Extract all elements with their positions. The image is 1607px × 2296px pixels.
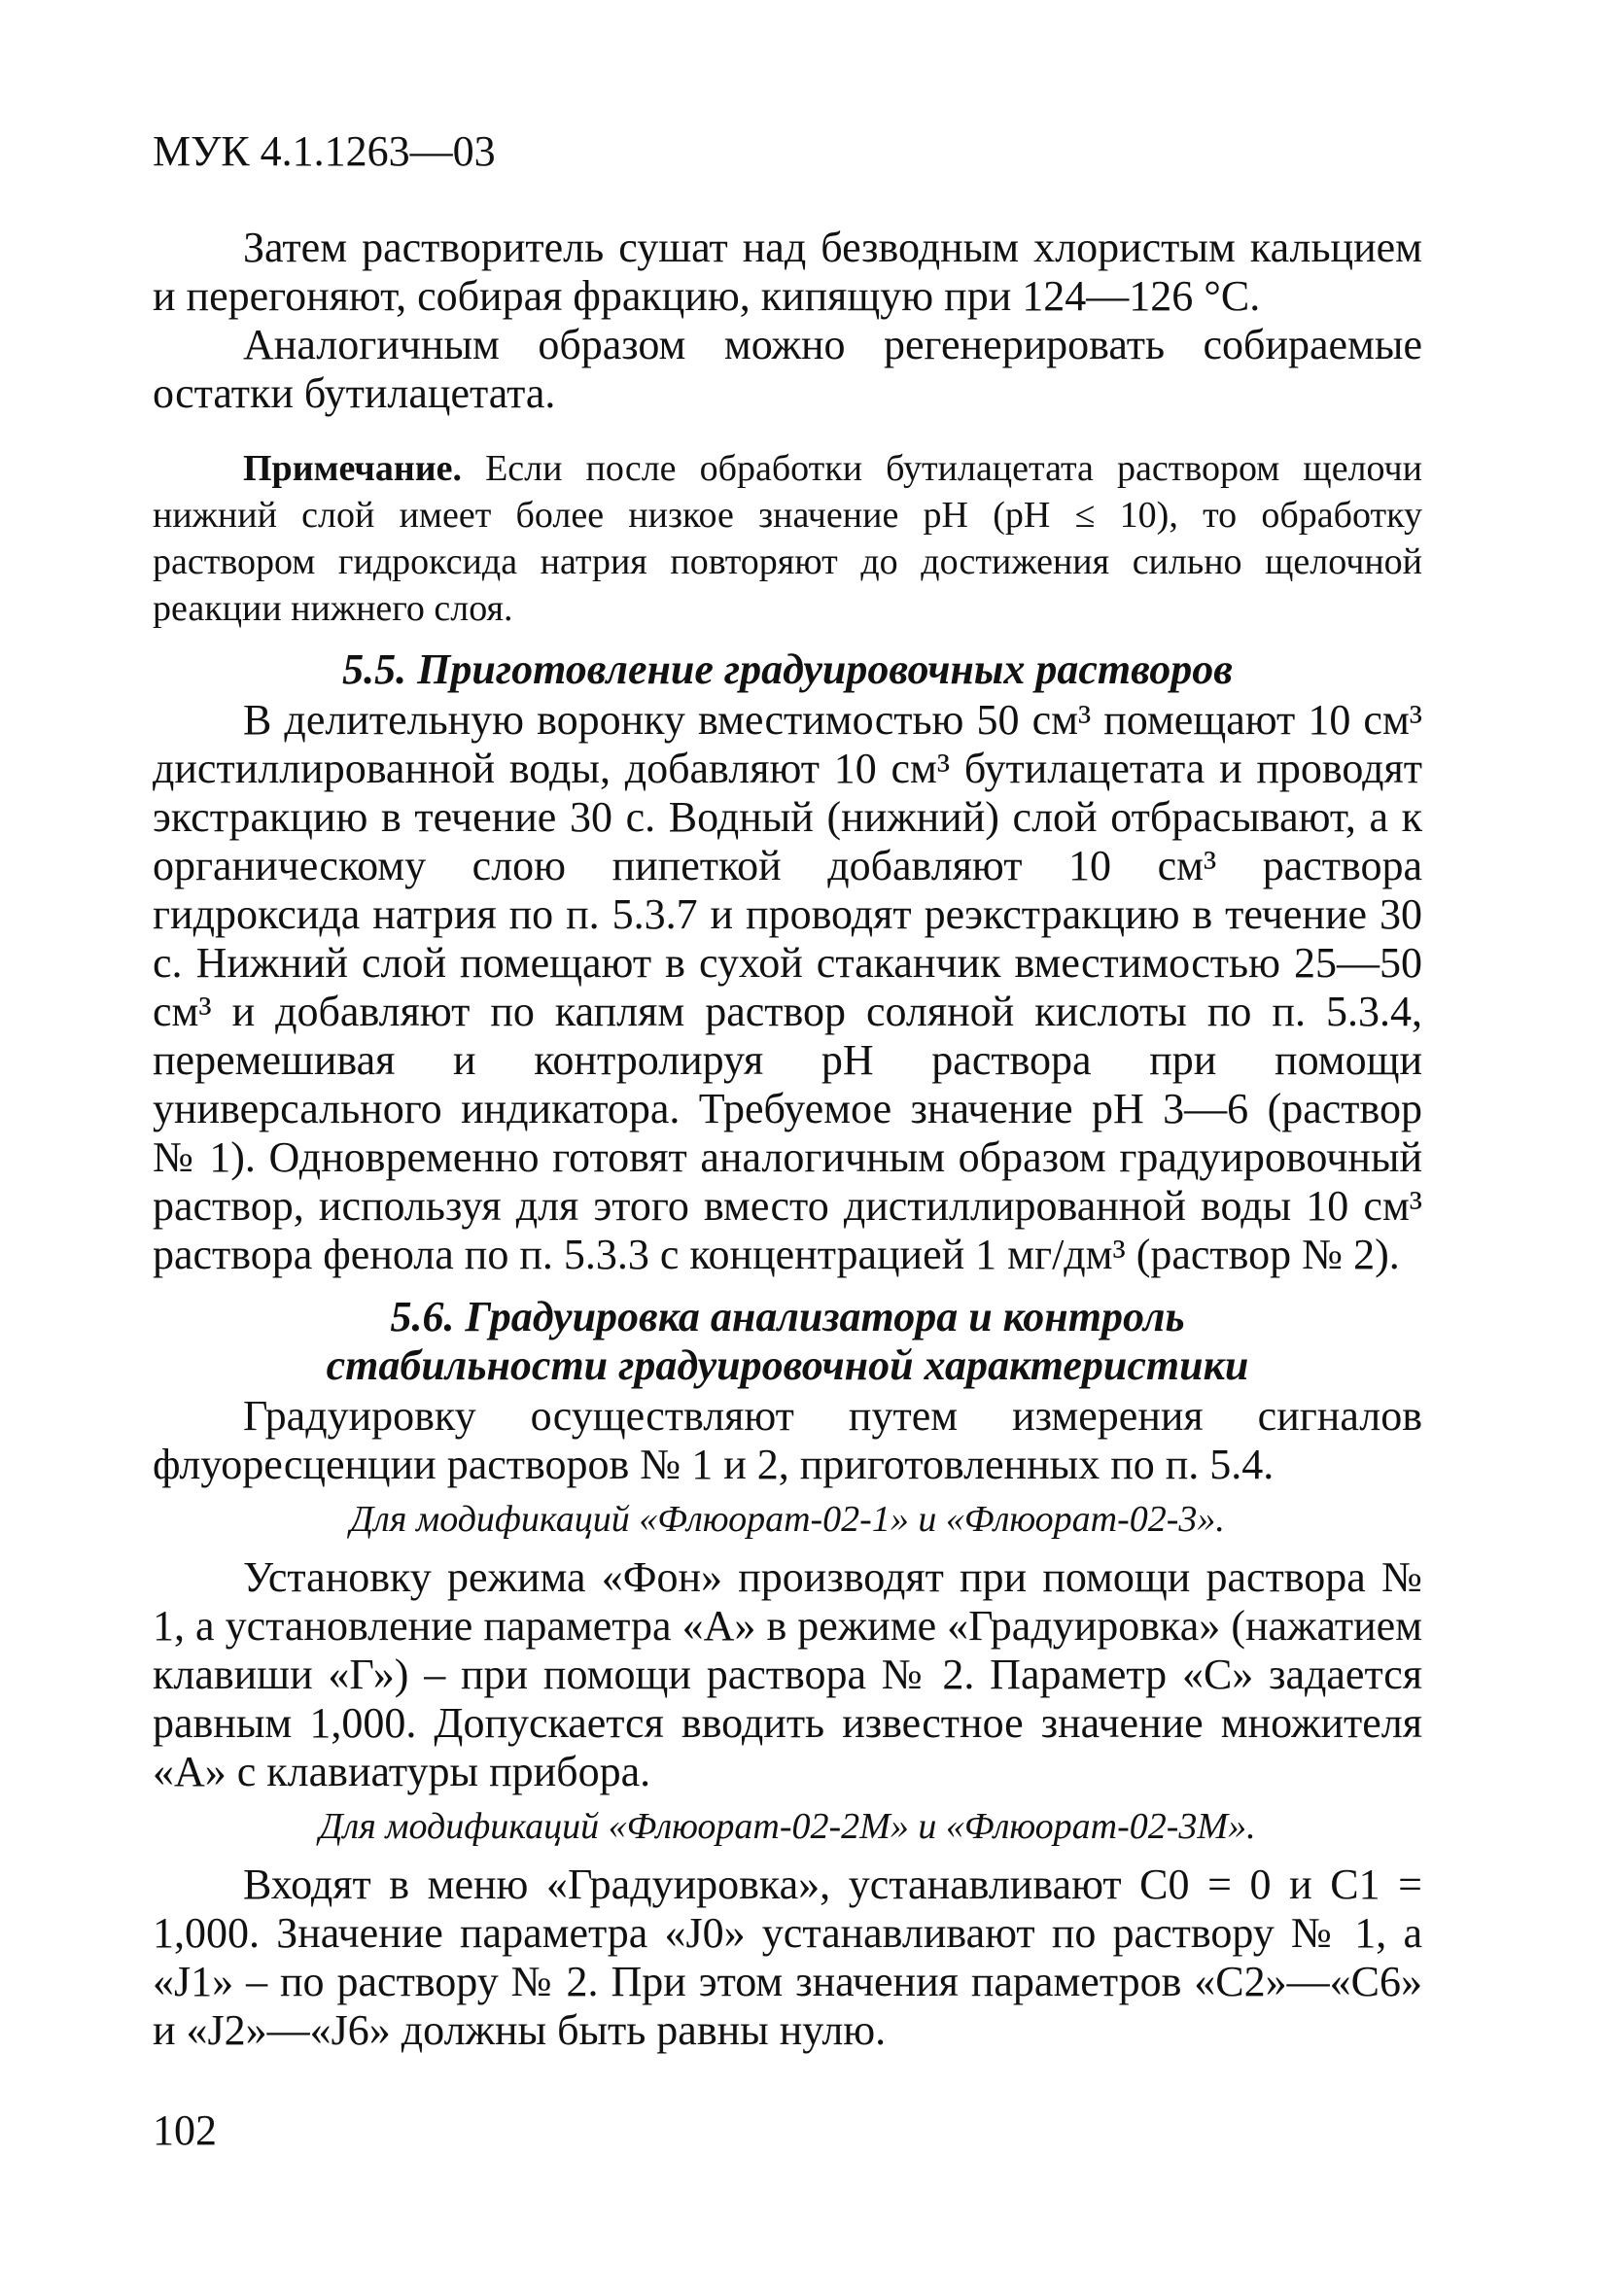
section-5-5-text: В делительную воронку вместимостью 50 см³ помещают 10 см³ дистиллированной воды, добавляют 10 см³ бутилацетата и проводят экстракцию в течение 30 с. Водный (нижний) слой отбрасывают, а к органическому слою пипеткой добавляют 10 см³ раствора гидроксида натрия по п. 5.3.7 и проводят реэкстракцию в течение 30 с. Нижний слой помещают в сухой стаканчик вместимостью 25—50 см³ и добавляют по каплям раствор соляной кислоты по п. 5.3.4, перемешивая и контролируя рН раствора при помощи универсального индикатора. Требуемое значение рН 3—6 (раствор № 1). Одновременно готовят аналогичным образом градуировочный раствор, используя для этого вместо дистиллированной воды 10 см³ раствора фенола по п. 5.3.3 с концентрацией 1 мг/дм³ (раствор № 2). bbox=[153, 696, 1422, 1278]
section-5-6-text: Градуировку осуществляют путем измерения сигналов флуоресценции растворов № 1 и 2, приготовленных по п. 5.4. bbox=[153, 1392, 1422, 1488]
page-number: 102 bbox=[153, 2106, 217, 2154]
paragraph-solvent-drying: Затем растворитель сушат над безводным хлористым кальцием и перегоняют, собирая фракцию, кипящую при 124—126 °С. bbox=[153, 224, 1422, 320]
document-code: МУК 4.1.1263—03 bbox=[153, 127, 496, 175]
section-5-6-text-2: Установку режима «Фон» производят при помощи раствора № 1, а установление параметра «А» в режиме «Градуировка» (нажатием клавиши «Г») – при помощи раствора № 2. Параметр «С» задается равным 1,000. Допускается вводить известное значение множителя «А» с клавиатуры прибора. bbox=[153, 1553, 1422, 1795]
note-block bbox=[153, 445, 1422, 632]
page-content bbox=[153, 224, 1422, 2055]
modification-heading-2: Для модификаций «Флюорат-02-2М» и «Флюорат-02-3М». bbox=[319, 1806, 1256, 1847]
section-5-6-text-3: Входят в меню «Градуировка», устанавливают С0 = 0 и С1 = 1,000. Значение параметра «J0» устанавливают по раствору № 1, а «J1» – по раствору № 2. При этом значения параметров «С2»—«С6» и «J2»—«J6» должны быть равны нулю. bbox=[153, 1861, 1422, 2054]
section-title-5-5: 5.5. Приготовление градуировочных растворов bbox=[342, 645, 1233, 693]
section-title-5-6: 5.6. Градуировка анализатора и контроль стабильности градуировочной характеристики bbox=[326, 1293, 1249, 1389]
note-text: Если после обработки бутилацетата раствором щелочи нижний слой имеет более низкое значение рН (рН ≤ 10), то обработку раствором гидроксида натрия повторяют до достижения сильно щелочной реакции нижнего слоя. bbox=[153, 448, 1422, 629]
paragraph-regeneration: Аналогичным образом можно регенерировать собираемые остатки бутилацетата. bbox=[153, 321, 1422, 417]
note-label: Примечание. bbox=[243, 448, 462, 489]
modification-heading-1: Для модификаций «Флюорат-02-1» и «Флюорат-02-3». bbox=[350, 1499, 1225, 1540]
